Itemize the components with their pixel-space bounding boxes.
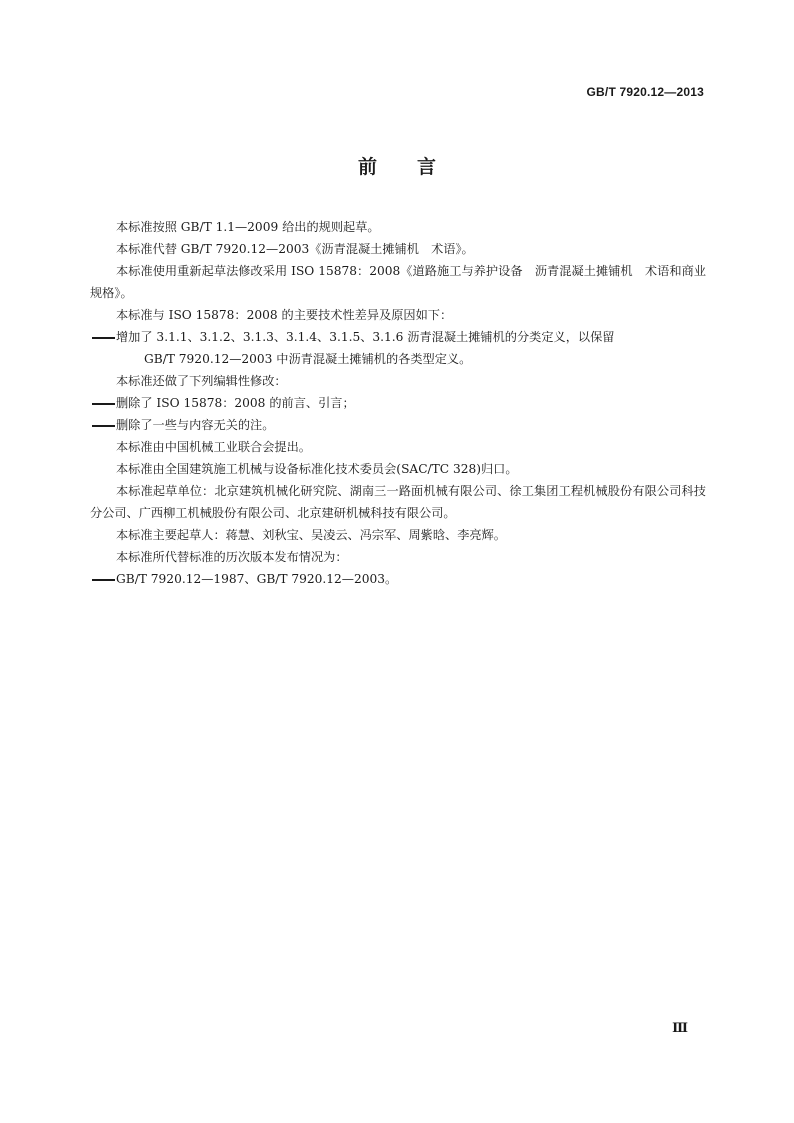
paragraph-replaces: 本标准代替 GB/T 7920.12—2003《沥青混凝土摊铺机 术语》。 [116, 242, 474, 256]
page-number: Ⅲ [672, 1020, 688, 1035]
standard-code: GB/T 7920.12—2013 [586, 85, 704, 99]
paragraph-editorial-intro: 本标准还做了下列编辑性修改： [116, 374, 287, 388]
paragraph-previous-editions-intro: 本标准所代替标准的历次版本发布情况为： [116, 550, 348, 564]
list-item-technical-difference [90, 326, 706, 370]
list-item-text: 增加了 3.1.1、3.1.2、3.1.3、3.1.4、3.1.5、3.1.6 沥青混凝土摊铺机的分类定义，以保留 [116, 330, 615, 344]
list-item-text-continued: GB/T 7920.12—2003 中沥青混凝土摊铺机的各类型定义。 [144, 352, 472, 366]
paragraph-centralized-by: 本标准由全国建筑施工机械与设备标准化技术委员会(SAC/TC 328)归口。 [116, 462, 518, 476]
paragraph-drafters: 本标准主要起草人：蒋慧、刘秋宝、吴凌云、冯宗军、周紫晗、李亮辉。 [116, 528, 506, 542]
list-item-editorial-change [90, 392, 706, 414]
paragraph-iso-adoption: 本标准使用重新起草法修改采用 ISO 15878：2008《道路施工与养护设备 沥青混凝土摊铺机 术语和商业规格》。 [90, 264, 706, 300]
list-item-text: 删除了 ISO 15878：2008 的前言、引言； [116, 396, 355, 410]
paragraph-technical-differences-intro: 本标准与 ISO 15878：2008 的主要技术性差异及原因如下： [116, 308, 453, 322]
paragraph-drafting-organizations: 本标准起草单位：北京建筑机械化研究院、湖南三一路面机械有限公司、徐工集团工程机械股份有限公司科技分公司、广西柳工机械股份有限公司、北京建研机械科技有限公司。 [90, 484, 706, 520]
list-item-editorial-change [90, 414, 706, 436]
list-item-text: GB/T 7920.12—1987、GB/T 7920.12—2003。 [116, 572, 398, 586]
list-item-previous-edition [90, 568, 706, 590]
foreword-body [90, 216, 706, 590]
page-title: 前言 [357, 156, 476, 178]
paragraph-drafting-rules: 本标准按照 GB/T 1.1—2009 给出的规则起草。 [116, 220, 380, 234]
paragraph-proposed-by: 本标准由中国机械工业联合会提出。 [116, 440, 311, 454]
list-item-text: 删除了一些与内容无关的注。 [116, 418, 275, 432]
